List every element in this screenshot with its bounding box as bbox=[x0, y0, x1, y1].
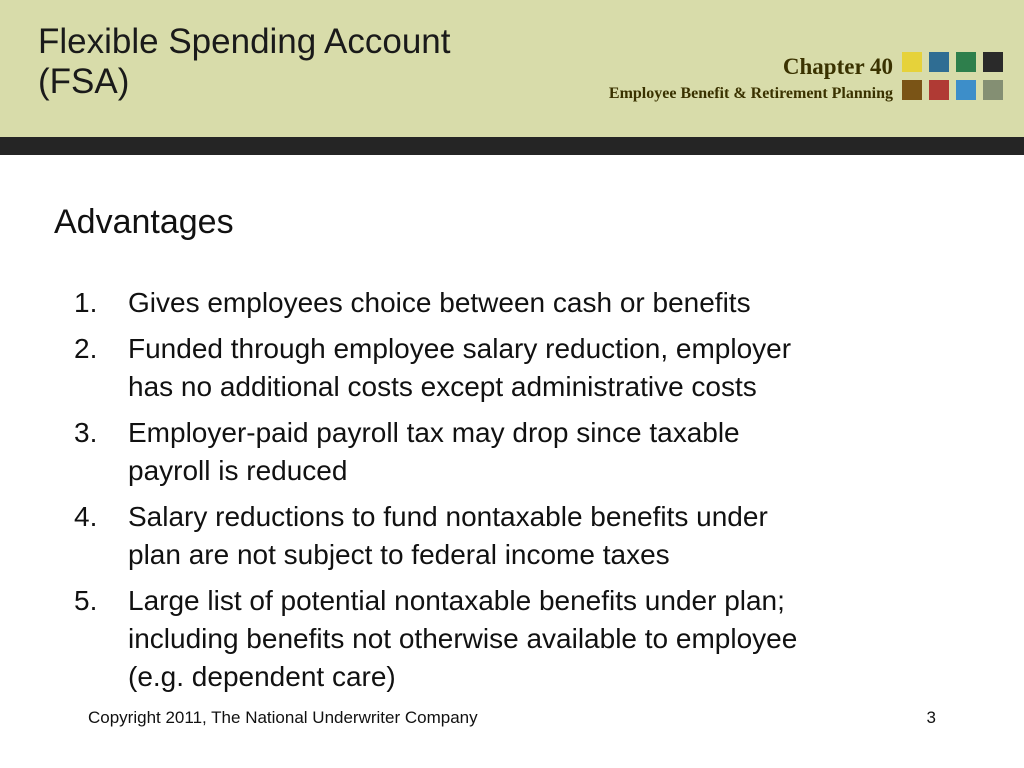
list-item-text-line: Large list of potential nontaxable benefits under plan; bbox=[128, 585, 785, 616]
list-item bbox=[74, 330, 964, 406]
logo-square bbox=[983, 52, 1003, 72]
list-item-text-line: Gives employees choice between cash or benefits bbox=[128, 287, 751, 318]
list-item-text-line: payroll is reduced bbox=[128, 455, 348, 486]
slide-title-line-2: (FSA) bbox=[38, 62, 130, 101]
list-item bbox=[74, 582, 964, 696]
page-number: 3 bbox=[926, 708, 936, 727]
logo-square bbox=[929, 52, 949, 72]
list-item-text-line: including benefits not otherwise available to employee bbox=[128, 623, 798, 654]
logo-square bbox=[983, 80, 1003, 100]
list-item-text-line: Funded through employee salary reduction, employer bbox=[128, 333, 792, 364]
list-item-number: 1. bbox=[74, 287, 98, 318]
list-item-number: 2. bbox=[74, 333, 98, 364]
list-item bbox=[74, 284, 964, 322]
advantages-list bbox=[74, 284, 964, 704]
logo-square bbox=[956, 80, 976, 100]
logo-square bbox=[929, 80, 949, 100]
logo-square bbox=[956, 52, 976, 72]
list-item-text-line: Employer-paid payroll tax may drop since taxable bbox=[128, 417, 740, 448]
chapter-block bbox=[609, 53, 893, 105]
list-item-text-line: (e.g. dependent care) bbox=[128, 661, 396, 692]
list-item-number: 4. bbox=[74, 501, 98, 532]
list-item-text-line: has no additional costs except administrative costs bbox=[128, 371, 757, 402]
list-item-text-line: plan are not subject to federal income taxes bbox=[128, 539, 670, 570]
slide-title bbox=[38, 22, 538, 102]
list-item-number: 5. bbox=[74, 585, 98, 616]
section-heading: Advantages bbox=[54, 203, 234, 241]
header-divider-bar bbox=[0, 137, 1024, 155]
logo-squares bbox=[902, 52, 1006, 104]
list-item bbox=[74, 414, 964, 490]
logo-square bbox=[902, 52, 922, 72]
logo-square bbox=[902, 80, 922, 100]
copyright-notice: Copyright 2011, The National Underwriter Company bbox=[88, 708, 478, 727]
list-item-text-line: Salary reductions to fund nontaxable benefits under bbox=[128, 501, 768, 532]
book-subtitle: Employee Benefit & Retirement Planning bbox=[608, 85, 893, 102]
list-item bbox=[74, 498, 964, 574]
slide-title-line-1: Flexible Spending Account bbox=[38, 22, 451, 61]
chapter-label: Chapter 40 bbox=[782, 54, 893, 79]
list-item-number: 3. bbox=[74, 417, 98, 448]
